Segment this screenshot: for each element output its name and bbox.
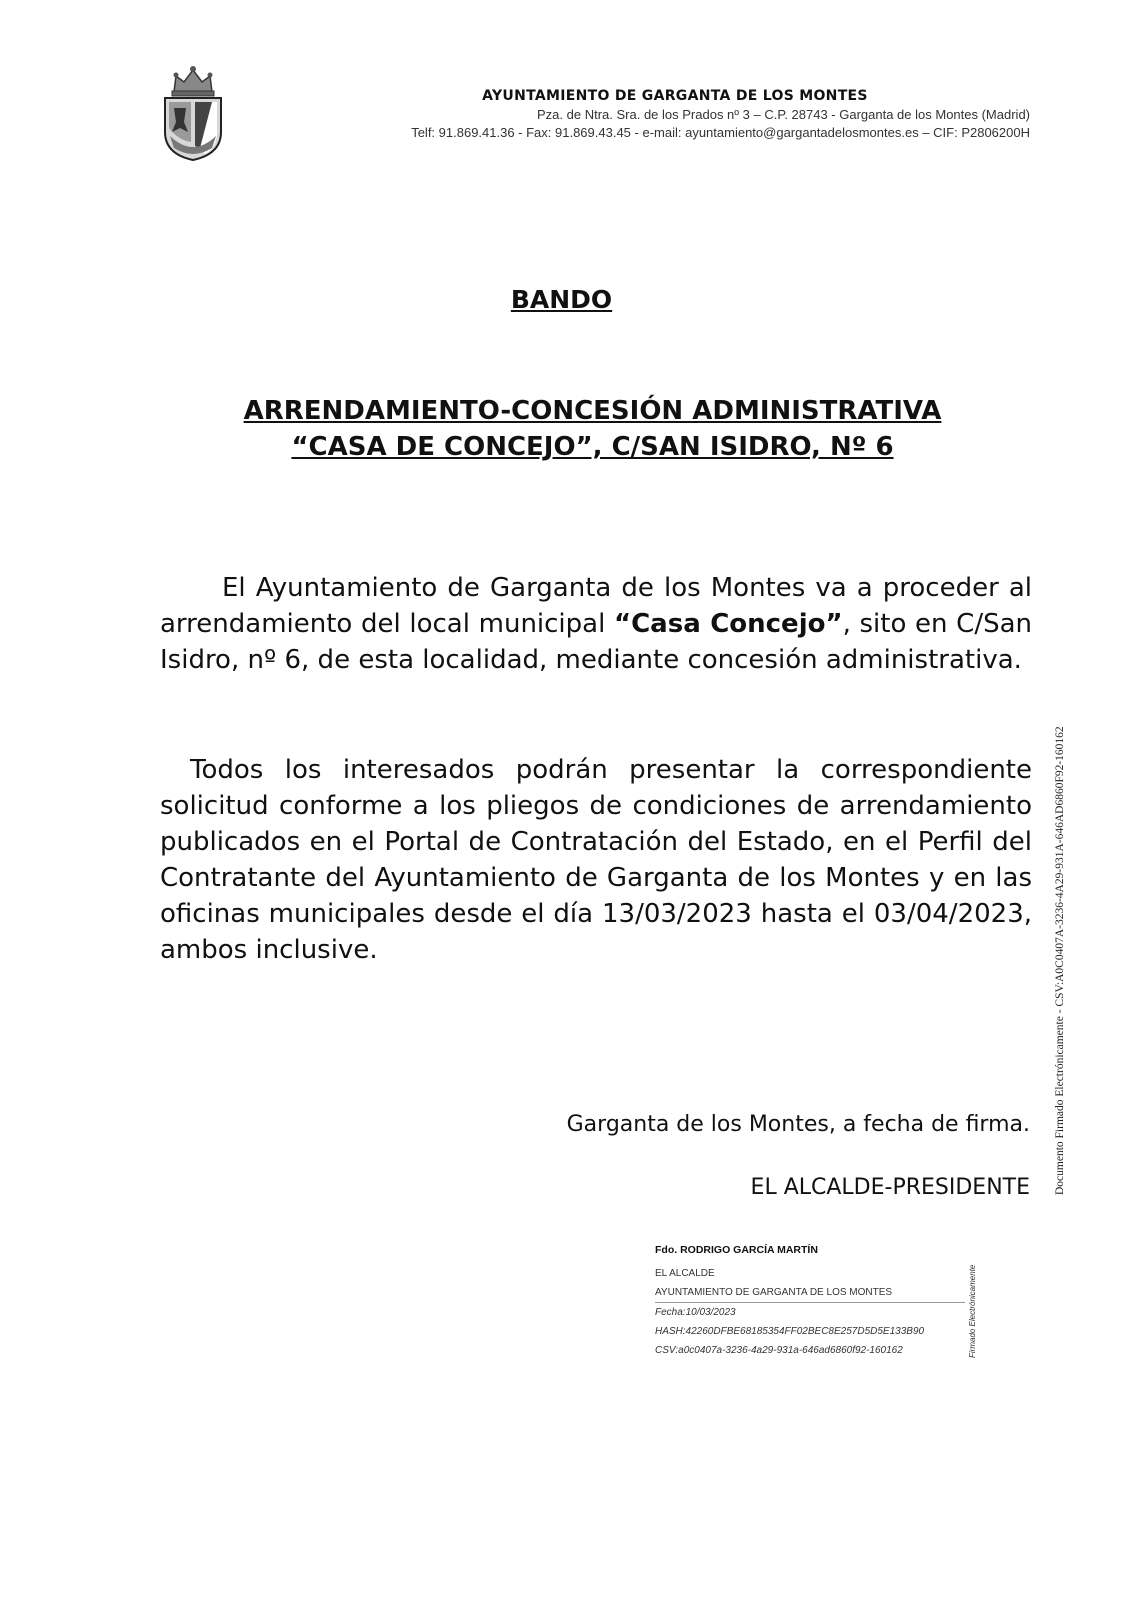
para1-text-before: El Ayuntamiento de Garganta de los Montes va a proceder al arrendamiento del local municipal bbox=[160, 573, 1032, 639]
signature-date: Fecha:10/03/2023 bbox=[655, 1307, 736, 1318]
signature-csv: CSV:a0c0407a-3236-4a29-931a-646ad6860f92-160162 bbox=[655, 1345, 903, 1356]
document-title bbox=[150, 393, 1035, 465]
document-type-heading: BANDO bbox=[510, 285, 613, 314]
body-paragraph-1 bbox=[160, 570, 1032, 678]
organization-address: Pza. de Ntra. Sra. de los Prados nº 3 – C.P. 28743 - Garganta de los Montes (Madrid) bbox=[537, 107, 1030, 122]
para1-bold-name: “Casa Concejo” bbox=[614, 609, 843, 639]
signer-role: EL ALCALDE-PRESIDENTE bbox=[750, 1175, 1030, 1200]
margin-verification-note bbox=[1052, 640, 1072, 1200]
signature-side-text: Firmado Electrónicamente bbox=[968, 1264, 977, 1358]
body-paragraph-2: Todos los interesados podrán presentar la correspondiente solicitud conforme a los pliegos de condiciones de arrendamiento publicados en el Portal de Contratación del Estado, en el Perfil del Contratante del Ayuntamiento de Garganta de los Montes y en las oficinas municipales desde el día 13/03/2023 hasta el 03/04/2023, ambos inclusive. bbox=[160, 755, 1032, 965]
signature-organization: AYUNTAMIENTO DE GARGANTA DE LOS MONTES bbox=[655, 1283, 965, 1303]
signature-side-label bbox=[966, 1255, 984, 1360]
title-line-2: “CASA DE CONCEJO”, C/SAN ISIDRO, Nº 6 bbox=[291, 432, 894, 462]
title-line-1: ARRENDAMIENTO-CONCESIÓN ADMINISTRATIVA bbox=[243, 396, 942, 426]
para1-text-after: , sito en C/San Isidro, nº 6, de esta localidad, mediante concesión administrativa. bbox=[160, 609, 1033, 675]
margin-verification-text: Documento Firmado Electrónicamente - CSV:A0C0407A-3236-4A29-931A-646AD6860F92-160162 bbox=[1054, 726, 1066, 1195]
signature-hash: HASH:42260DFBE68185354FF02BEC8E257D5D5E133B90 bbox=[655, 1326, 925, 1337]
signature-signer: Fdo. RODRIGO GARCÍA MARTÍN bbox=[655, 1244, 818, 1256]
place-and-date: Garganta de los Montes, a fecha de firma. bbox=[566, 1112, 1030, 1137]
organization-name: AYUNTAMIENTO DE GARGANTA DE LOS MONTES bbox=[482, 88, 868, 104]
organization-contact: Telf: 91.869.41.36 - Fax: 91.869.43.45 - e-mail: ayuntamiento@gargantadelosmontes.es – CIF: P2806200H bbox=[411, 125, 1030, 140]
electronic-signature-block bbox=[655, 1244, 965, 1360]
signature-position: EL ALCALDE bbox=[655, 1268, 715, 1279]
municipal-crest-logo bbox=[160, 62, 226, 162]
letterhead bbox=[240, 88, 1030, 140]
